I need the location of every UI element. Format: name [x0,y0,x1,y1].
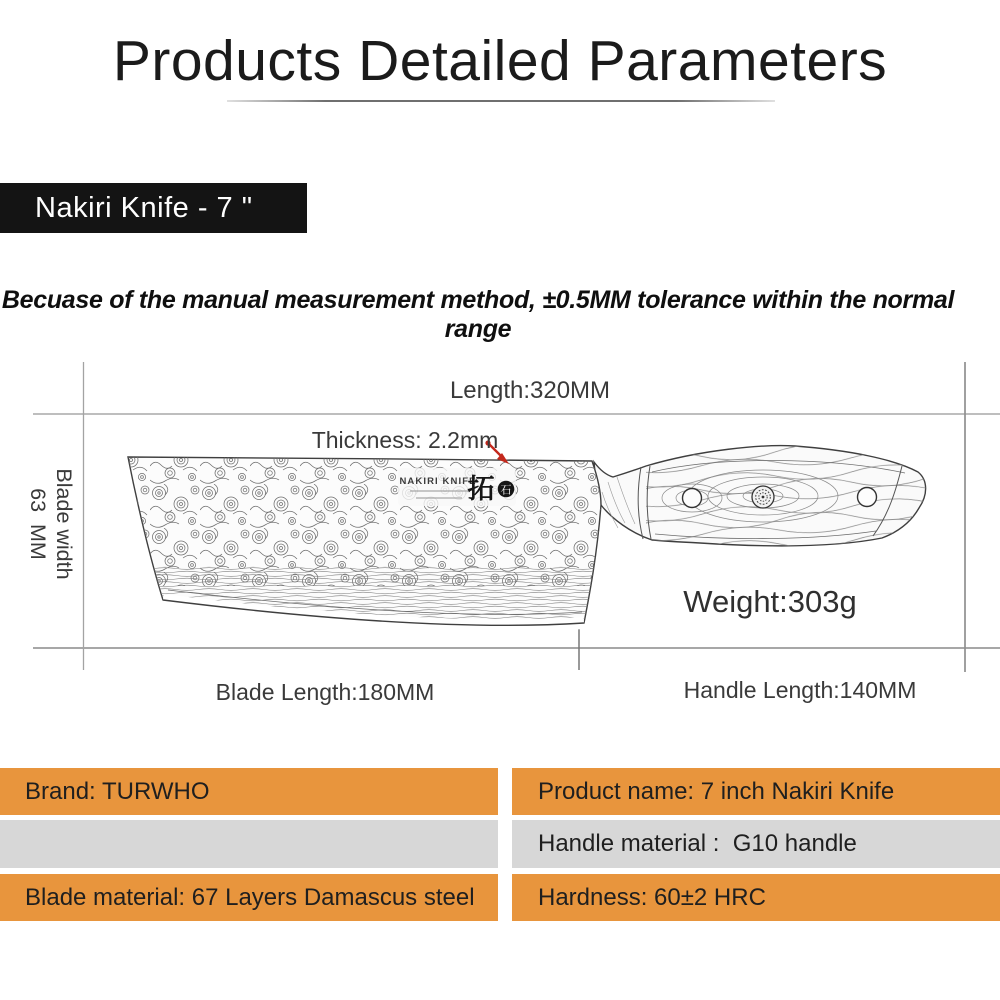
spec-cell-hardness [512,874,1000,921]
handle-rivet-left [683,489,702,508]
column-divider [498,874,512,921]
spec-table [0,768,1000,921]
handle-material-value: Handle material : G10 handle [538,830,857,857]
spec-cell-product-name [512,768,1000,815]
knife-handle [594,440,936,552]
handle-length-label: Handle Length:140MM [683,677,917,703]
spec-cell-empty [0,820,498,868]
thickness-label: Thickness: 2.2mm [311,427,499,453]
spec-cell-brand [0,768,498,815]
knife-blade [124,454,606,625]
hardness-value: Hardness: 60±2 HRC [538,883,766,911]
brand-mark-character: 拓 [467,474,495,504]
blade-material-value: Blade material: 67 Layers Damascus steel [25,883,475,911]
product-name-value: Product name: 7 inch Nakiri Knife [538,777,895,805]
blade-length-label: Blade Length:180MM [215,679,435,705]
tolerance-note: Becuase of the manual measurement method, ±0.5MM tolerance within the normal range [1,286,955,343]
brand-value: Brand: TURWHO [25,777,210,805]
product-name-badge-label: Nakiri Knife - 7 " [35,192,253,224]
blade-width-label [23,426,77,622]
spec-row-2 [0,820,1000,868]
brand-seal-character: 石 [500,484,512,497]
overall-length-label: Length:320MM [449,377,611,404]
column-divider [498,820,512,868]
blade-etching-text: NAKIRI KNIFE [399,476,477,487]
blade-width-line1: Blade width [52,468,76,580]
blade-width-line2: 63 MM [25,488,50,560]
weight-label: Weight:303g [683,584,857,619]
page-title: Products Detailed Parameters [112,29,888,93]
spec-row-3 [0,874,1000,921]
mosaic-pin [752,486,774,508]
handle-rivet-right [858,488,877,507]
spec-cell-handle-material [512,820,1000,868]
column-divider [498,768,512,815]
spec-cell-blade-material [0,874,498,921]
spec-row-1 [0,768,1000,815]
